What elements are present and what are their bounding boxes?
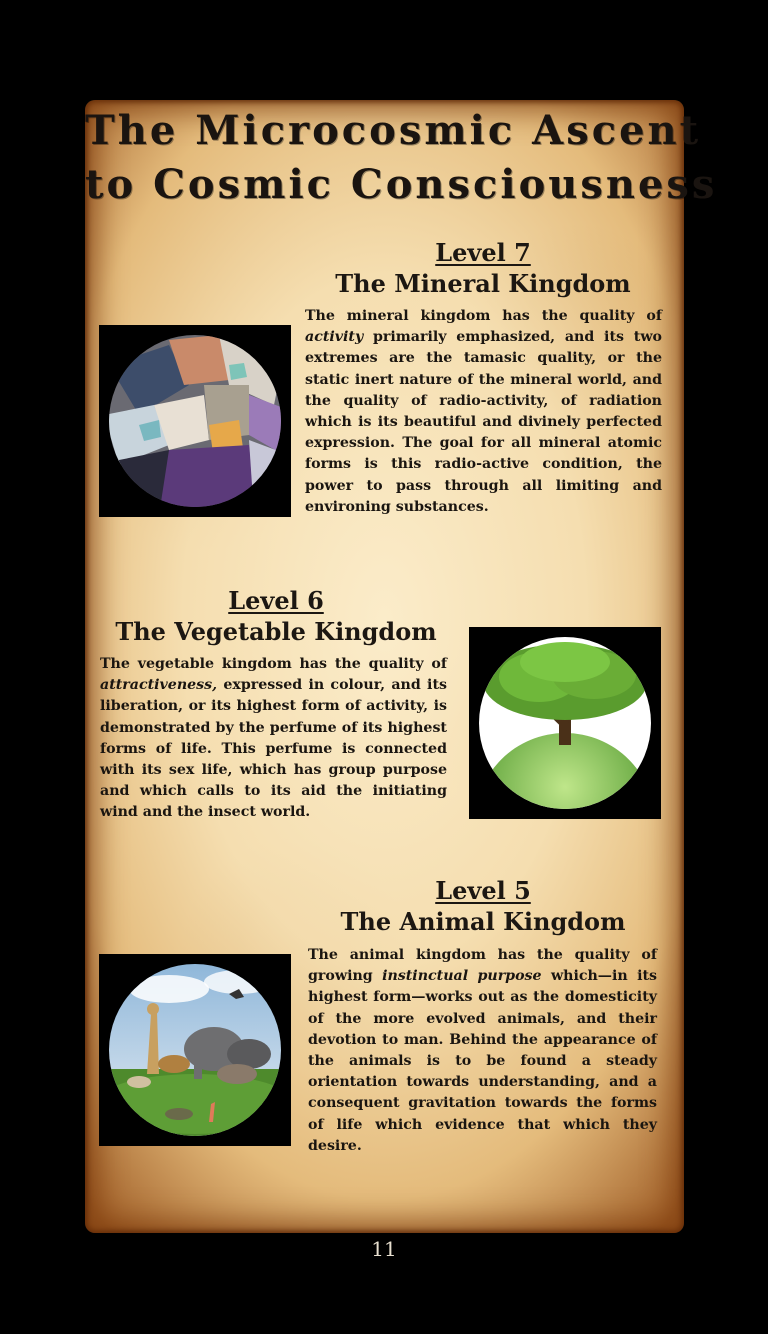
paragraph-text: expressed in colour, and its liberation, or its highest form of activity, is demonstrated by the perfume of its highest forms of life. This perfume is connected with its sex life, which has group purpose and which calls to its aid the initiating wind and the insect world. (100, 677, 447, 821)
paragraph-text: The mineral kingdom has the quality of (305, 308, 662, 324)
tree-on-globe-image (469, 627, 661, 819)
level-7-heading (300, 238, 666, 300)
level-number: Level 6 (228, 586, 324, 615)
animals-image (99, 954, 291, 1146)
level-6-heading (100, 586, 452, 648)
emphasis-word: attractiveness, (100, 677, 218, 694)
level-5-heading (300, 876, 666, 938)
level-7-paragraph (305, 306, 662, 518)
crystals-image (99, 325, 291, 517)
kingdom-title: The Animal Kingdom (340, 907, 626, 936)
emphasis-word: instinctual purpose (382, 968, 542, 985)
paragraph-text: The vegetable kingdom has the quality of (100, 656, 447, 672)
level-5-paragraph (308, 945, 657, 1157)
level-number: Level 7 (435, 238, 531, 267)
paragraph-text: which—in its highest form—works out as the domesticity of the more evolved animals, and their devotion to man. Behind the appearance of the animals is to be found a steady orientation towards understanding, and a consequent gravitation towards the forms of life which evidence that which they desire. (308, 968, 657, 1154)
paragraph-text: The animal kingdom has the quality of growing (308, 947, 657, 985)
level-6-paragraph (100, 654, 447, 824)
kingdom-title: The Vegetable Kingdom (115, 617, 437, 646)
page-number: 11 (371, 1237, 397, 1261)
emphasis-word: activity (305, 329, 364, 346)
kingdom-title: The Mineral Kingdom (335, 269, 631, 298)
level-number: Level 5 (435, 876, 531, 905)
title-line-1: The Microcosmic Ascent (85, 107, 702, 154)
title-line-2: to Cosmic Consciousness (85, 161, 718, 208)
paragraph-text: primarily emphasized, and its two extremes are the tamasic quality, or the static inert nature of the mineral world, and the quality of radio-activity, of radiation which is its beautiful and divinely perfected expression. The goal for all mineral atomic forms is this radio-active condition, the power to pass through all limiting and environing substances. (305, 329, 662, 515)
page-title (85, 104, 718, 212)
